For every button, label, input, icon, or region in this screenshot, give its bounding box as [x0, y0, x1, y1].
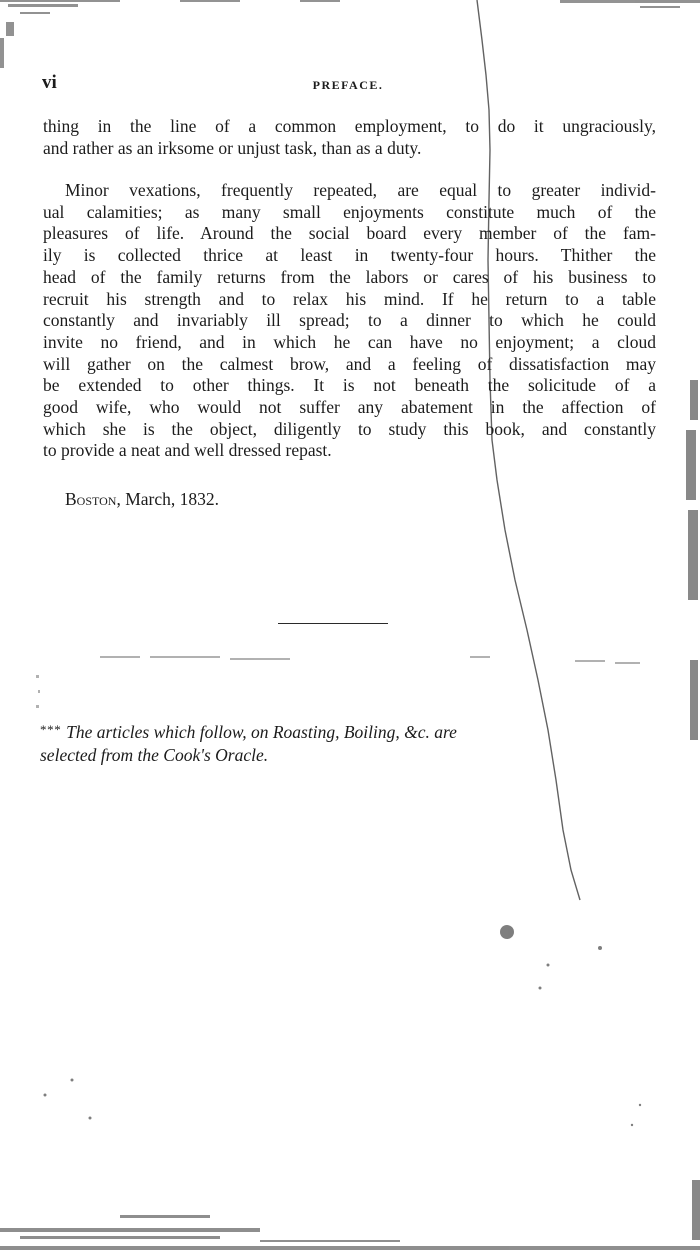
text-line: which she is the object, diligently to study this book, and constantly	[43, 418, 656, 439]
text-line: will gather on the calmest brow, and a feeling of dissatisfaction may	[43, 353, 656, 374]
text-line: constantly and invariably ill spread; to a dinner to which he could	[43, 310, 656, 331]
text-line: and rather as an irksome or unjust task, than as a duty.	[43, 137, 422, 158]
text-line: ual calamities; as many small enjoyments constitute much of the	[43, 201, 656, 222]
text-line: to provide a neat and well dressed repast.	[43, 440, 332, 461]
note-text-line-2: selected from the Cook's Oracle.	[40, 744, 269, 765]
text-line: invite no friend, and in which he can have no enjoyment; a cloud	[43, 331, 656, 352]
text-line: pleasures of life. Around the social board every member of the fam-	[43, 223, 656, 244]
preface-signature	[65, 489, 219, 510]
signature-date: , March, 1832.	[116, 489, 220, 509]
running-title: PREFACE.	[312, 78, 384, 92]
text-line: head of the family returns from the labors or cares of his business to	[43, 266, 656, 287]
page-number: vi	[42, 72, 57, 93]
running-head	[36, 72, 660, 96]
text-line: good wife, who would not suffer any abatement in the affection of	[43, 397, 656, 418]
asterism-marker: * * *	[40, 722, 60, 737]
text-line: thing in the line of a common employment, to do it ungraciously,	[43, 116, 656, 136]
text-line: ily is collected thrice at least in twenty-four hours. Thither the	[43, 245, 656, 266]
preface-paragraph	[43, 180, 656, 462]
text-line: be extended to other things. It is not beneath the solicitude of a	[43, 375, 656, 396]
editorial-note	[40, 722, 654, 766]
note-etc: &c.	[404, 722, 430, 742]
preface-paragraph-continued	[43, 116, 656, 159]
note-text: The articles which follow, on Roasting, Boiling,	[66, 722, 405, 742]
text-line: Minor vexations, frequently repeated, are equal to greater individ-	[65, 180, 656, 200]
note-line-end: are	[429, 722, 457, 742]
signature-place: Boston	[65, 489, 117, 509]
text-line: recruit his strength and to relax his mind. If he return to a table	[43, 288, 656, 309]
section-divider	[278, 623, 388, 624]
